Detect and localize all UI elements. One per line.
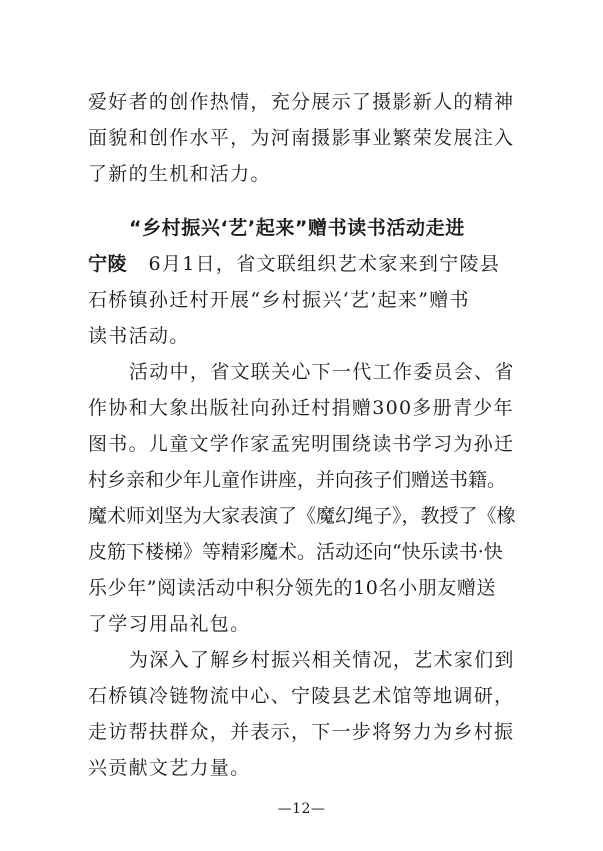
paragraph3-line-4: 兴贡献文艺力量。 (88, 757, 251, 779)
paragraph3-line-2: 石桥镇冷链物流中心、宁陵县艺术馆等地调研， (88, 685, 515, 707)
paragraph1-line-2: 面貌和创作水平，为河南摄影事业繁荣发展注入 (88, 127, 515, 149)
paragraph3-line-3: 走访帮扶群众，并表示，下一步将努力为乡村振 (88, 721, 515, 743)
article-heading-continued: 宁陵 (88, 253, 128, 275)
paragraph2-line-4: 村乡亲和少年儿童作讲座，并向孩子们赠送书籍。 (88, 469, 507, 491)
paragraph1-line-1: 爱好者的创作热情，充分展示了摄影新人的精神 (88, 91, 515, 113)
page-number: —12— (277, 801, 326, 817)
paragraph2-line-1: 活动中，省文联关心下一代工作委员会、省 (129, 361, 515, 383)
article-intro-text: 6月1日，省文联组织艺术家来到宁陵县 (148, 253, 501, 275)
paragraph2-line-7: 乐少年”阅读活动中积分领先的10名小朋友赠送 (88, 577, 497, 599)
article-intro-line-1 (88, 252, 528, 276)
article-intro-line-2: 石桥镇孙迁村开展“乡村振兴‘艺’起来”赠书 (88, 289, 470, 311)
paragraph1-line-3: 了新的生机和活力。 (88, 163, 271, 185)
article-heading: “乡村振兴‘艺’起来”赠书读书活动走进 (129, 217, 465, 239)
article-intro-line-3: 读书活动。 (88, 325, 190, 347)
paragraph2-line-3: 图书。儿童文学作家孟宪明围绕读书学习为孙迁 (88, 433, 515, 455)
paragraph2-line-8: 了学习用品礼包。 (88, 613, 251, 635)
paragraph2-line-2: 作协和大象出版社向孙迁村捐赠300多册青少年 (88, 397, 514, 419)
paragraph2-line-6: 皮筋下楼梯》等精彩魔术。活动还向“快乐读书·快 (88, 541, 503, 563)
paragraph3-line-1: 为深入了解乡村振兴相关情况，艺术家们到 (129, 649, 515, 671)
paragraph2-line-5: 魔术师刘坚为大家表演了《魔幻绳子》，教授了《橡 (88, 505, 516, 527)
